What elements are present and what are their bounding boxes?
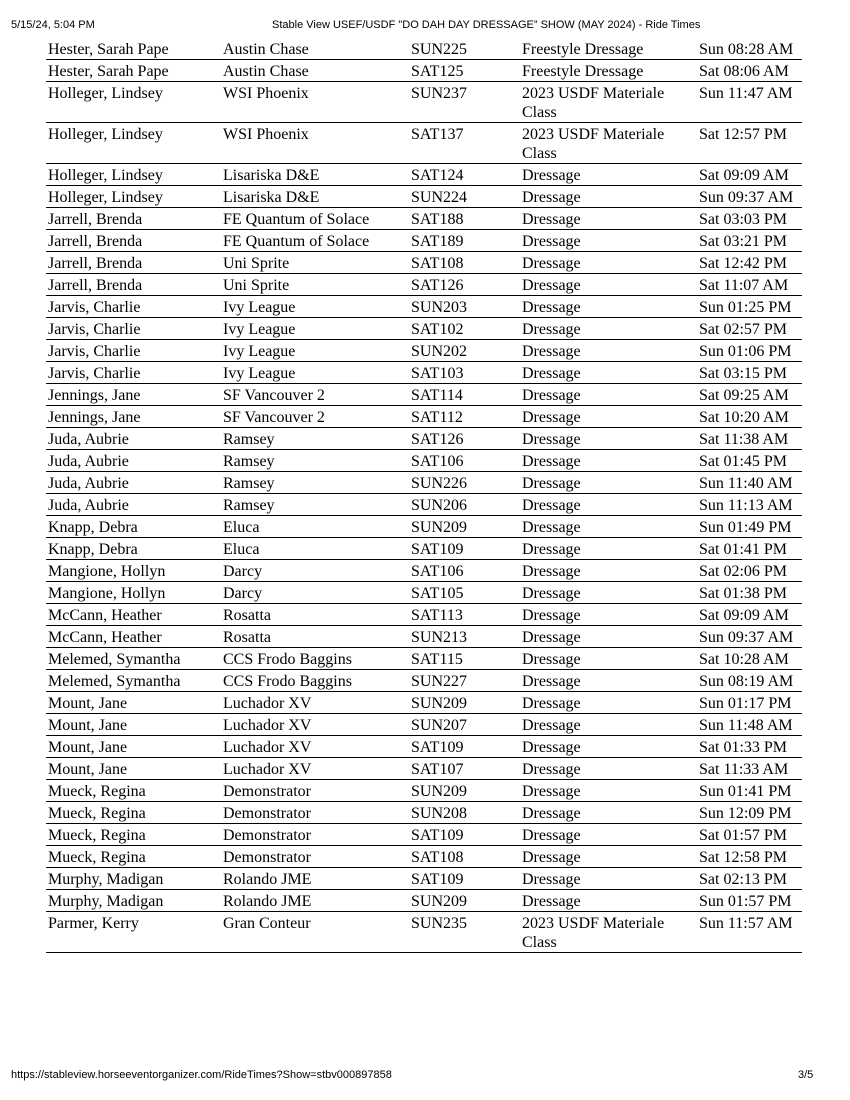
ride-time-cell: Sun 12:09 PM [697, 802, 802, 824]
rider-cell: Mueck, Regina [46, 846, 221, 868]
ride-time-cell: Sat 11:33 AM [697, 758, 802, 780]
ride-time-cell: Sat 12:58 PM [697, 846, 802, 868]
table-row [46, 494, 802, 516]
table-row [46, 736, 802, 758]
rider-cell: Melemed, Symantha [46, 670, 221, 692]
ride-time-cell: Sat 12:57 PM [697, 123, 802, 164]
rider-cell: Murphy, Madigan [46, 868, 221, 890]
table-row [46, 428, 802, 450]
rider-cell: Juda, Aubrie [46, 450, 221, 472]
ride-time-cell: Sat 03:03 PM [697, 208, 802, 230]
ride-time-cell: Sun 11:57 AM [697, 912, 802, 953]
table-row [46, 868, 802, 890]
horse-cell: Ramsey [221, 472, 409, 494]
test-cell: SAT107 [409, 758, 520, 780]
horse-cell: WSI Phoenix [221, 123, 409, 164]
horse-cell: Ivy League [221, 362, 409, 384]
rider-cell: Mangione, Hollyn [46, 560, 221, 582]
ride-time-cell: Sat 12:42 PM [697, 252, 802, 274]
class-cell: Dressage [520, 758, 697, 780]
table-row [46, 38, 802, 60]
class-cell: Dressage [520, 538, 697, 560]
test-cell: SAT113 [409, 604, 520, 626]
class-cell: Dressage [520, 340, 697, 362]
test-cell: SAT109 [409, 736, 520, 758]
horse-cell: WSI Phoenix [221, 82, 409, 123]
horse-cell: Uni Sprite [221, 274, 409, 296]
class-cell: Dressage [520, 604, 697, 626]
test-cell: SAT125 [409, 60, 520, 82]
class-cell: Dressage [520, 186, 697, 208]
ride-time-cell: Sun 09:37 AM [697, 626, 802, 648]
table-row [46, 626, 802, 648]
rider-cell: Juda, Aubrie [46, 428, 221, 450]
test-cell: SAT109 [409, 868, 520, 890]
class-cell: Dressage [520, 230, 697, 252]
test-cell: SAT188 [409, 208, 520, 230]
horse-cell: Rolando JME [221, 868, 409, 890]
ride-time-cell: Sat 01:33 PM [697, 736, 802, 758]
ride-time-cell: Sun 01:49 PM [697, 516, 802, 538]
rider-cell: Holleger, Lindsey [46, 82, 221, 123]
horse-cell: Eluca [221, 516, 409, 538]
horse-cell: Darcy [221, 560, 409, 582]
horse-cell: Darcy [221, 582, 409, 604]
horse-cell: Rolando JME [221, 890, 409, 912]
test-cell: SAT189 [409, 230, 520, 252]
horse-cell: Luchador XV [221, 736, 409, 758]
ride-time-cell: Sat 01:41 PM [697, 538, 802, 560]
rider-cell: Jarrell, Brenda [46, 252, 221, 274]
rider-cell: Juda, Aubrie [46, 494, 221, 516]
rider-cell: Holleger, Lindsey [46, 164, 221, 186]
ride-time-cell: Sun 01:41 PM [697, 780, 802, 802]
rider-cell: Melemed, Symantha [46, 648, 221, 670]
ride-times-table [46, 38, 802, 953]
class-cell: Dressage [520, 406, 697, 428]
test-cell: SUN202 [409, 340, 520, 362]
ride-time-cell: Sun 01:25 PM [697, 296, 802, 318]
ride-time-cell: Sun 01:06 PM [697, 340, 802, 362]
rider-cell: Jennings, Jane [46, 406, 221, 428]
horse-cell: Ramsey [221, 494, 409, 516]
horse-cell: Uni Sprite [221, 252, 409, 274]
rider-cell: Hester, Sarah Pape [46, 60, 221, 82]
ride-time-cell: Sun 09:37 AM [697, 186, 802, 208]
rider-cell: Mount, Jane [46, 714, 221, 736]
test-cell: SAT105 [409, 582, 520, 604]
class-cell: Dressage [520, 362, 697, 384]
test-cell: SAT126 [409, 274, 520, 296]
class-cell: Dressage [520, 736, 697, 758]
horse-cell: CCS Frodo Baggins [221, 670, 409, 692]
table-row [46, 692, 802, 714]
rider-cell: Knapp, Debra [46, 538, 221, 560]
ride-time-cell: Sun 08:19 AM [697, 670, 802, 692]
rider-cell: Jarvis, Charlie [46, 318, 221, 340]
table-row [46, 604, 802, 626]
ride-time-cell: Sat 03:21 PM [697, 230, 802, 252]
rider-cell: Hester, Sarah Pape [46, 38, 221, 60]
table-row [46, 296, 802, 318]
rider-cell: Mueck, Regina [46, 780, 221, 802]
rider-cell: Jarvis, Charlie [46, 296, 221, 318]
table-row [46, 758, 802, 780]
table-row [46, 252, 802, 274]
test-cell: SAT109 [409, 824, 520, 846]
test-cell: SAT106 [409, 560, 520, 582]
class-cell: Dressage [520, 450, 697, 472]
rider-cell: Mueck, Regina [46, 824, 221, 846]
page-title: Stable View USEF/USDF "DO DAH DAY DRESSAGE” SHOW (MAY 2024) - Ride Times [272, 19, 701, 31]
table-row [46, 274, 802, 296]
class-cell: Dressage [520, 692, 697, 714]
table-row [46, 670, 802, 692]
table-row [46, 780, 802, 802]
rider-cell: Jarrell, Brenda [46, 230, 221, 252]
horse-cell: Luchador XV [221, 758, 409, 780]
horse-cell: SF Vancouver 2 [221, 384, 409, 406]
table-row [46, 406, 802, 428]
page-url: https://stableview.horseeventorganizer.com/RideTimes?Show=stbv000897858 [11, 1069, 392, 1081]
test-cell: SUN226 [409, 472, 520, 494]
horse-cell: Lisariska D&E [221, 164, 409, 186]
ride-time-cell: Sat 02:57 PM [697, 318, 802, 340]
test-cell: SUN237 [409, 82, 520, 123]
rider-cell: Parmer, Kerry [46, 912, 221, 953]
test-cell: SUN235 [409, 912, 520, 953]
test-cell: SAT114 [409, 384, 520, 406]
class-cell: Dressage [520, 890, 697, 912]
horse-cell: CCS Frodo Baggins [221, 648, 409, 670]
table-row [46, 472, 802, 494]
horse-cell: Ivy League [221, 296, 409, 318]
class-cell: 2023 USDF Materiale Class [520, 912, 697, 953]
table-row [46, 538, 802, 560]
ride-time-cell: Sat 01:57 PM [697, 824, 802, 846]
class-cell: Dressage [520, 780, 697, 802]
ride-time-cell: Sun 08:28 AM [697, 38, 802, 60]
horse-cell: FE Quantum of Solace [221, 208, 409, 230]
ride-time-cell: Sun 01:57 PM [697, 890, 802, 912]
ride-time-cell: Sat 10:28 AM [697, 648, 802, 670]
rider-cell: Mount, Jane [46, 758, 221, 780]
test-cell: SUN206 [409, 494, 520, 516]
horse-cell: Demonstrator [221, 846, 409, 868]
class-cell: Dressage [520, 296, 697, 318]
rider-cell: Jarvis, Charlie [46, 340, 221, 362]
test-cell: SUN209 [409, 692, 520, 714]
rider-cell: Knapp, Debra [46, 516, 221, 538]
horse-cell: Gran Conteur [221, 912, 409, 953]
table-row [46, 384, 802, 406]
class-cell: Dressage [520, 472, 697, 494]
table-row [46, 82, 802, 123]
class-cell: Freestyle Dressage [520, 38, 697, 60]
class-cell: Dressage [520, 164, 697, 186]
ride-time-cell: Sat 01:38 PM [697, 582, 802, 604]
table-row [46, 802, 802, 824]
rider-cell: Mueck, Regina [46, 802, 221, 824]
class-cell: Dressage [520, 868, 697, 890]
rider-cell: Juda, Aubrie [46, 472, 221, 494]
horse-cell: Ramsey [221, 450, 409, 472]
table-row [46, 714, 802, 736]
class-cell: Dressage [520, 846, 697, 868]
ride-time-cell: Sat 11:38 AM [697, 428, 802, 450]
ride-time-cell: Sat 02:06 PM [697, 560, 802, 582]
ride-times-rows [46, 38, 802, 953]
rider-cell: Holleger, Lindsey [46, 186, 221, 208]
ride-time-cell: Sat 02:13 PM [697, 868, 802, 890]
test-cell: SUN209 [409, 890, 520, 912]
test-cell: SAT126 [409, 428, 520, 450]
print-datetime: 5/15/24, 5:04 PM [11, 19, 95, 31]
table-row [46, 318, 802, 340]
table-row [46, 648, 802, 670]
class-cell: 2023 USDF Materiale Class [520, 82, 697, 123]
test-cell: SAT102 [409, 318, 520, 340]
horse-cell: Austin Chase [221, 38, 409, 60]
class-cell: Dressage [520, 560, 697, 582]
test-cell: SUN225 [409, 38, 520, 60]
test-cell: SAT106 [409, 450, 520, 472]
test-cell: SUN227 [409, 670, 520, 692]
class-cell: Dressage [520, 494, 697, 516]
table-row [46, 208, 802, 230]
ride-time-cell: Sun 11:47 AM [697, 82, 802, 123]
ride-time-cell: Sat 01:45 PM [697, 450, 802, 472]
table-row [46, 164, 802, 186]
horse-cell: Austin Chase [221, 60, 409, 82]
ride-time-cell: Sun 11:48 AM [697, 714, 802, 736]
ride-time-cell: Sat 09:25 AM [697, 384, 802, 406]
class-cell: Dressage [520, 208, 697, 230]
table-row [46, 846, 802, 868]
ride-time-cell: Sat 11:07 AM [697, 274, 802, 296]
class-cell: Dressage [520, 648, 697, 670]
test-cell: SUN208 [409, 802, 520, 824]
ride-time-cell: Sun 11:13 AM [697, 494, 802, 516]
class-cell: Dressage [520, 516, 697, 538]
rider-cell: Jarrell, Brenda [46, 208, 221, 230]
horse-cell: Demonstrator [221, 780, 409, 802]
test-cell: SAT109 [409, 538, 520, 560]
rider-cell: Jarrell, Brenda [46, 274, 221, 296]
ride-time-cell: Sun 01:17 PM [697, 692, 802, 714]
test-cell: SAT124 [409, 164, 520, 186]
table-row [46, 890, 802, 912]
horse-cell: Ramsey [221, 428, 409, 450]
table-row [46, 824, 802, 846]
test-cell: SAT108 [409, 846, 520, 868]
table-row [46, 230, 802, 252]
class-cell: Dressage [520, 824, 697, 846]
table-row [46, 516, 802, 538]
class-cell: Dressage [520, 384, 697, 406]
table-row [46, 123, 802, 164]
test-cell: SAT115 [409, 648, 520, 670]
ride-time-cell: Sat 09:09 AM [697, 604, 802, 626]
class-cell: Freestyle Dressage [520, 60, 697, 82]
class-cell: Dressage [520, 802, 697, 824]
class-cell: Dressage [520, 582, 697, 604]
horse-cell: SF Vancouver 2 [221, 406, 409, 428]
test-cell: SUN209 [409, 780, 520, 802]
table-row [46, 60, 802, 82]
horse-cell: Demonstrator [221, 824, 409, 846]
rider-cell: Mangione, Hollyn [46, 582, 221, 604]
page-number: 3/5 [798, 1069, 814, 1081]
horse-cell: Luchador XV [221, 692, 409, 714]
rider-cell: Jarvis, Charlie [46, 362, 221, 384]
rider-cell: Mount, Jane [46, 736, 221, 758]
horse-cell: Lisariska D&E [221, 186, 409, 208]
class-cell: Dressage [520, 626, 697, 648]
rider-cell: McCann, Heather [46, 604, 221, 626]
class-cell: Dressage [520, 318, 697, 340]
test-cell: SUN224 [409, 186, 520, 208]
table-row [46, 362, 802, 384]
class-cell: Dressage [520, 252, 697, 274]
table-row [46, 186, 802, 208]
rider-cell: Holleger, Lindsey [46, 123, 221, 164]
test-cell: SAT108 [409, 252, 520, 274]
horse-cell: Rosatta [221, 626, 409, 648]
class-cell: Dressage [520, 714, 697, 736]
horse-cell: Rosatta [221, 604, 409, 626]
horse-cell: Eluca [221, 538, 409, 560]
class-cell: Dressage [520, 428, 697, 450]
test-cell: SUN213 [409, 626, 520, 648]
rider-cell: Jennings, Jane [46, 384, 221, 406]
horse-cell: Ivy League [221, 318, 409, 340]
class-cell: Dressage [520, 274, 697, 296]
table-row [46, 450, 802, 472]
test-cell: SUN207 [409, 714, 520, 736]
table-row [46, 560, 802, 582]
rider-cell: Murphy, Madigan [46, 890, 221, 912]
table-row [46, 912, 802, 953]
horse-cell: Luchador XV [221, 714, 409, 736]
class-cell: 2023 USDF Materiale Class [520, 123, 697, 164]
horse-cell: Ivy League [221, 340, 409, 362]
ride-time-cell: Sat 08:06 AM [697, 60, 802, 82]
table-row [46, 582, 802, 604]
ride-time-cell: Sun 11:40 AM [697, 472, 802, 494]
test-cell: SUN203 [409, 296, 520, 318]
ride-time-cell: Sat 09:09 AM [697, 164, 802, 186]
test-cell: SAT103 [409, 362, 520, 384]
table-row [46, 340, 802, 362]
rider-cell: McCann, Heather [46, 626, 221, 648]
ride-time-cell: Sat 10:20 AM [697, 406, 802, 428]
test-cell: SAT112 [409, 406, 520, 428]
horse-cell: Demonstrator [221, 802, 409, 824]
ride-time-cell: Sat 03:15 PM [697, 362, 802, 384]
horse-cell: FE Quantum of Solace [221, 230, 409, 252]
test-cell: SAT137 [409, 123, 520, 164]
test-cell: SUN209 [409, 516, 520, 538]
class-cell: Dressage [520, 670, 697, 692]
rider-cell: Mount, Jane [46, 692, 221, 714]
